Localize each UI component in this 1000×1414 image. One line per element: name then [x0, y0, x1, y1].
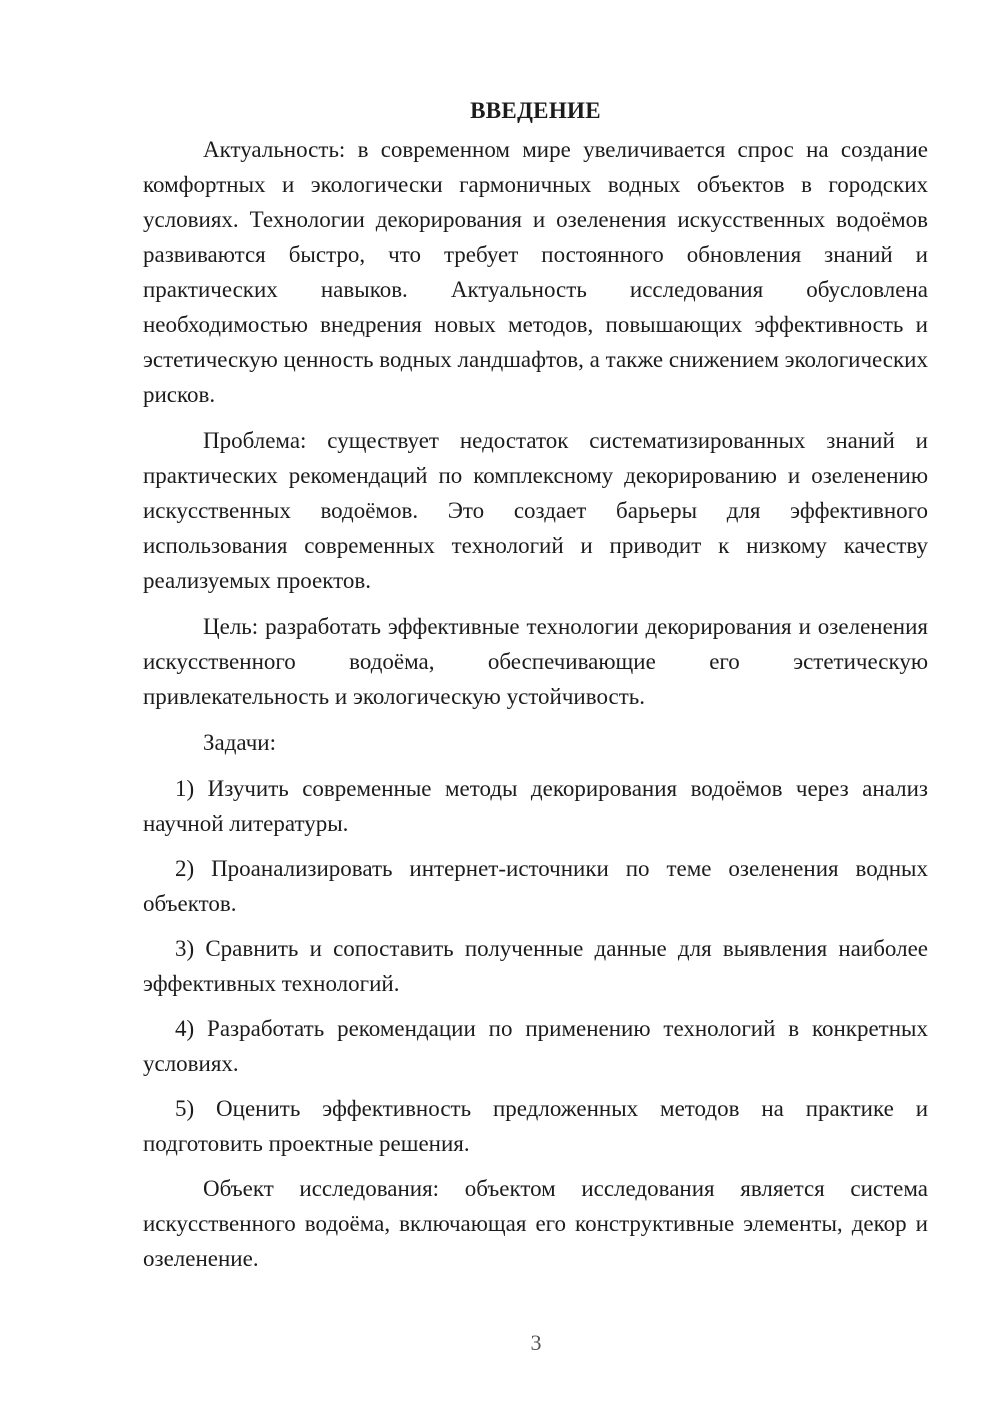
task-item-3: 3) Сравнить и сопоставить полученные данные для выявления наиболее эффективных технологий. — [143, 936, 928, 996]
problem-paragraph: Проблема: существует недостаток систематизированных знаний и практических рекомендаций по комплексному декорированию и озеленению искусственных водоёмов. Это создает барьеры для эффективного использования современных технологий и приводит к низкому качеству реализуемых проектов. — [143, 428, 928, 593]
goal-paragraph: Цель: разработать эффективные технологии декорирования и озеленения искусственного водоёма, обеспечивающие его эстетическую привлекательность и экологическую устойчивость. — [143, 614, 928, 709]
task-item-1: 1) Изучить современные методы декорирования водоёмов через анализ научной литературы. — [143, 776, 928, 836]
object-paragraph: Объект исследования: объектом исследования является система искусственного водоёма, включающая его конструктивные элементы, декор и озеленение. — [143, 1176, 928, 1271]
page-number: 3 — [530, 1330, 542, 1355]
relevance-paragraph: Актуальность: в современном мире увеличивается спрос на создание комфортных и экологически гармоничных водных объектов в городских условиях. Технологии декорирования и озеленения искусственных водоёмов развиваются быстро, что требует постоянного обновления знаний и практических навыков. Актуальность исследования обусловлена необходимостью внедрения новых методов, повышающих эффективность и эстетическую ценность водных ландшафтов, а также снижением экологических рисков. — [143, 137, 928, 407]
task-item-5: 5) Оценить эффективность предложенных методов на практике и подготовить проектные решения. — [143, 1096, 928, 1156]
tasks-heading: Задачи: — [203, 730, 276, 755]
task-item-4: 4) Разработать рекомендации по применению технологий в конкретных условиях. — [143, 1016, 928, 1076]
section-title: ВВЕДЕНИЕ — [470, 98, 601, 123]
document-page — [143, 94, 928, 1276]
task-item-2: 2) Проанализировать интернет-источники по теме озеленения водных объектов. — [143, 856, 928, 916]
